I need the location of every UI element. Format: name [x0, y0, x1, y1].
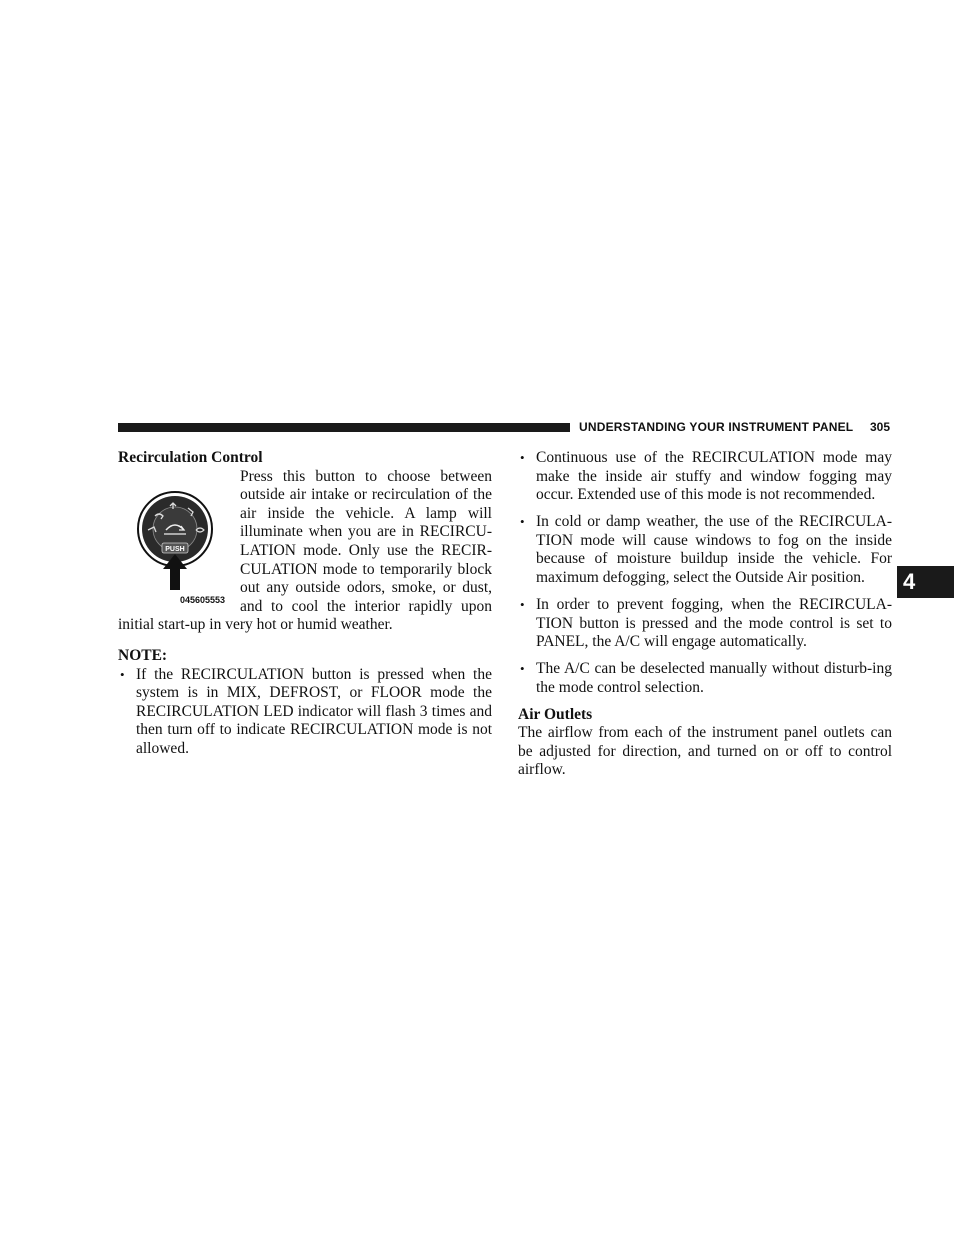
- list-item: • In cold or damp weather, the use of the RECIRCULA-TION mode will cause windows to fog on the inside because of moisture buildup inside the vehicle. For maximum defogging, select the Outside Air position.: [518, 513, 892, 587]
- right-column: [518, 449, 892, 780]
- recirculation-knob-figure: [118, 468, 236, 606]
- air-outlets-paragraph: The airflow from each of the instrument panel outlets can be adjusted for direction, and turned on or off to control airflow.: [518, 724, 892, 779]
- list-item: • In order to prevent fogging, when the RECIRCULA-TION button is pressed and the mode control is set to PANEL, the A/C will engage automatically.: [518, 596, 892, 652]
- list-item: • If the RECIRCULATION button is pressed when the system is in MIX, DEFROST, or FLOOR mode the RECIRCULATION LED indicator will flash 3 times and then turn off to indicate RECIRCULATION mode is not allowed.: [118, 666, 492, 759]
- chapter-tab: 4: [897, 566, 954, 598]
- recirculation-paragraph: Press this button to choose between outside air intake or recirculation of the air inside the vehicle. A lamp will illuminate when you are in RECIRCU-LATION mode. Only use the RECIR-CULATION mode to temporarily block out any outside odors, smoke, or dust, and to cool the interior rapidly upon initial start-up in very hot or humid weather.: [118, 467, 492, 634]
- push-label: PUSH: [165, 545, 185, 553]
- note-heading: NOTE:: [118, 646, 168, 664]
- header-rule: [118, 423, 570, 432]
- running-header: UNDERSTANDING YOUR INSTRUMENT PANEL: [579, 420, 854, 434]
- air-outlets-heading: Air Outlets: [518, 705, 593, 723]
- figure-code: 045605553: [180, 594, 226, 605]
- list-item: • Continuous use of the RECIRCULATION mode may make the inside air stuffy and window fogging may occur. Extended use of this mode is not recommended.: [518, 449, 892, 505]
- note-list: [118, 666, 492, 759]
- list-item: • The A/C can be deselected manually without disturb-ing the mode control selection.: [518, 660, 892, 697]
- page-number: 305: [870, 420, 891, 434]
- left-column: [118, 449, 492, 759]
- recirculation-heading: Recirculation Control: [118, 449, 263, 466]
- hvac-knob-illustration: [118, 468, 236, 606]
- recirculation-tips-list: [518, 449, 892, 698]
